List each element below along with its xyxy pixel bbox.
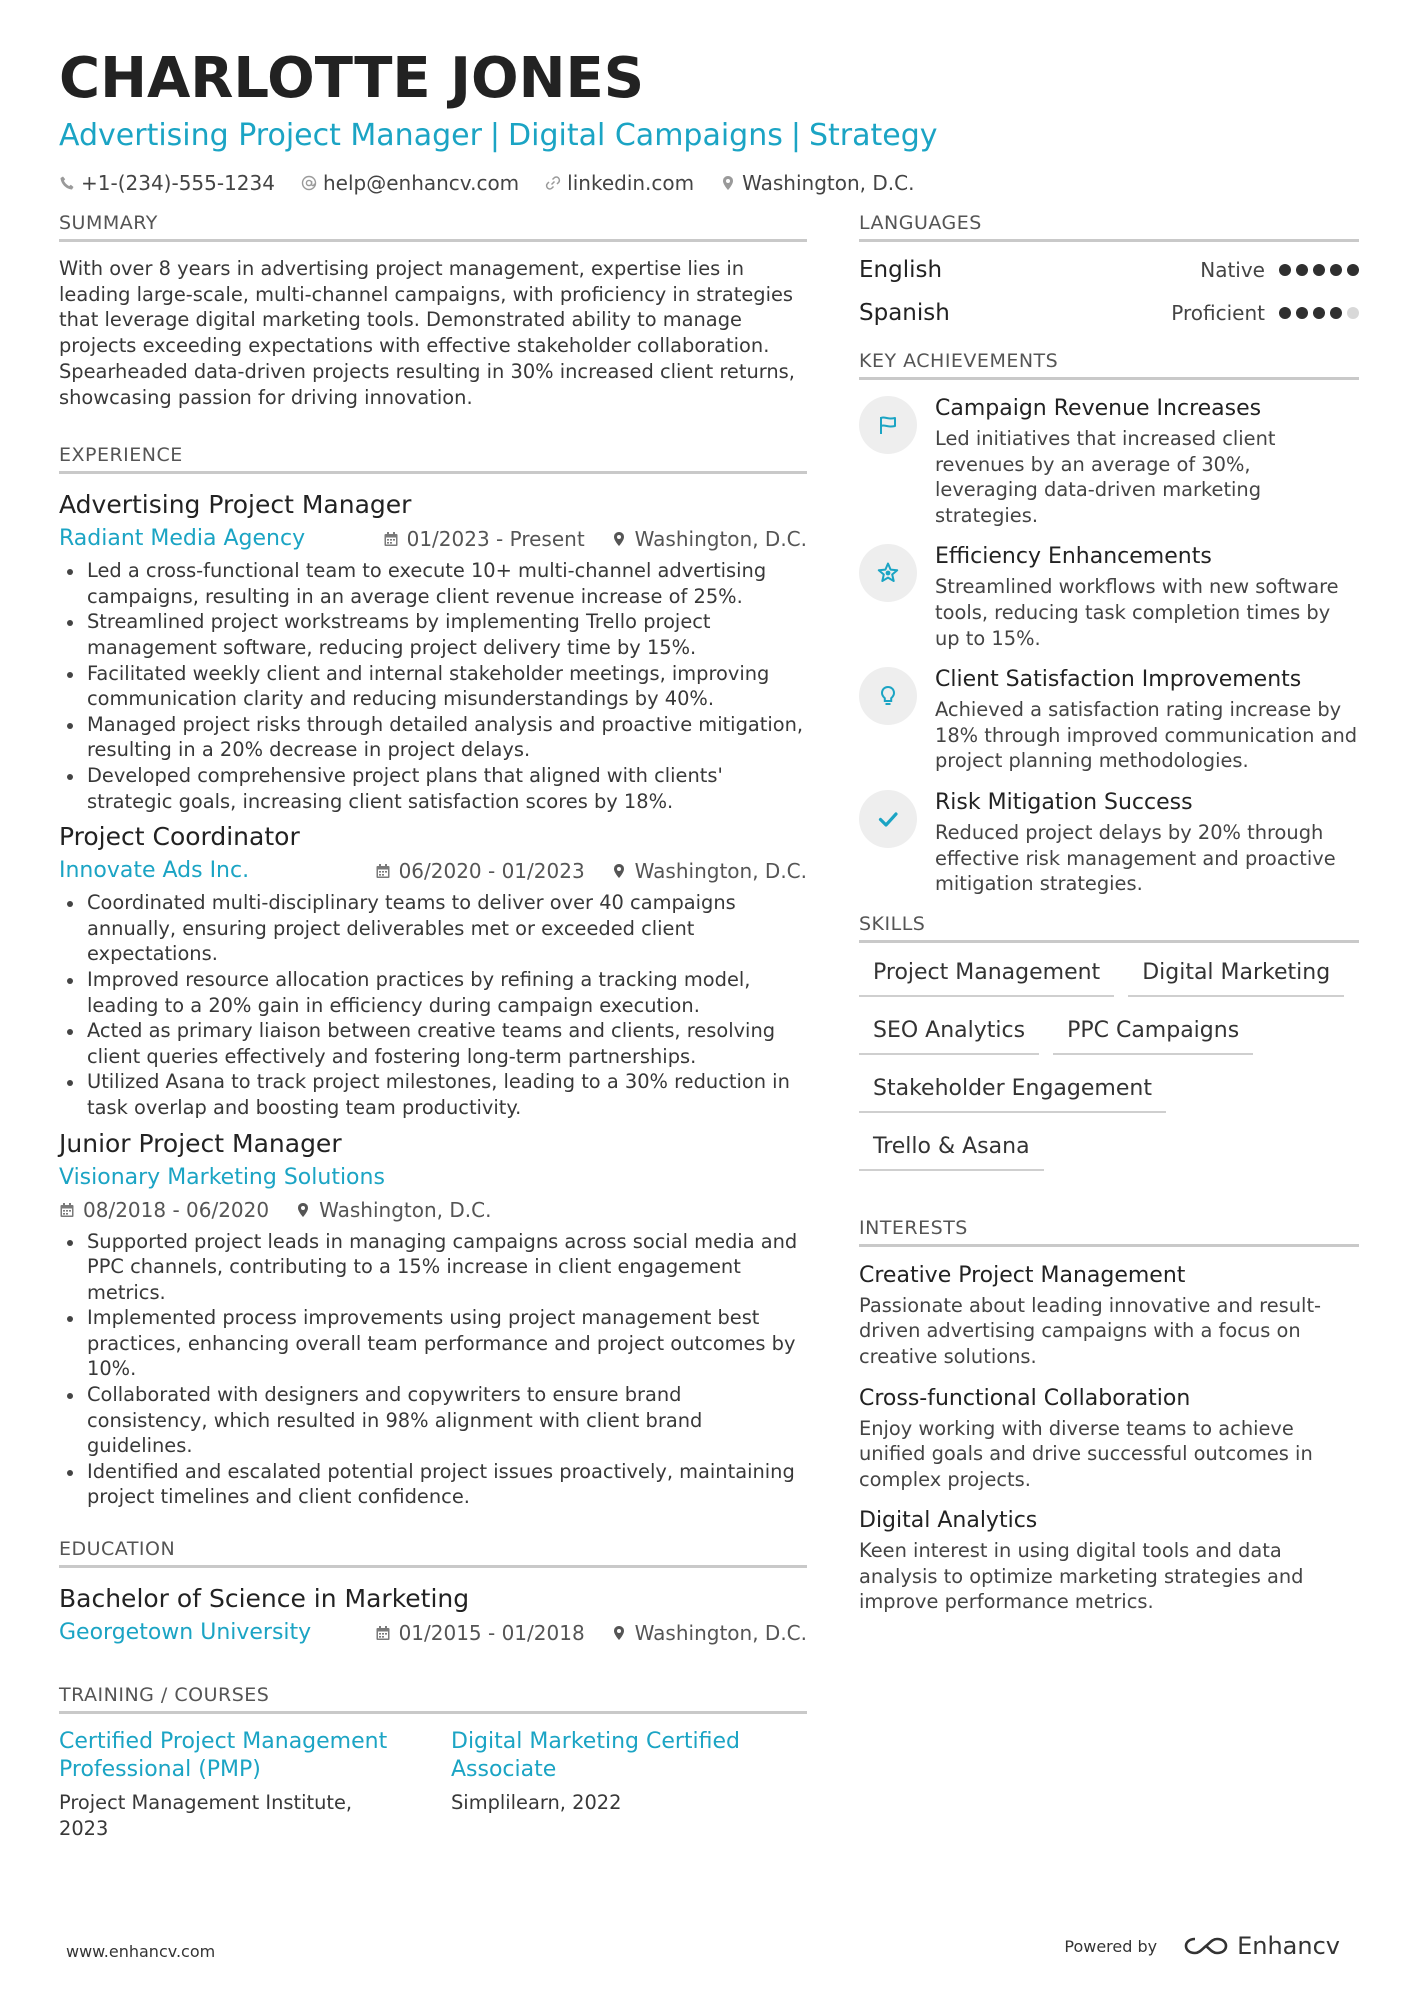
phone-text: +1-(234)-555-1234 <box>81 171 275 195</box>
job-location <box>611 524 807 554</box>
contact-linkedin[interactable] <box>545 170 694 196</box>
language-name: Spanish <box>859 299 950 326</box>
course-provider: Simplilearn, 2022 <box>451 1791 622 1815</box>
skill-tag: Trello & Asana <box>859 1131 1044 1171</box>
job-entry <box>59 820 807 1120</box>
company-name: Visionary Marketing Solutions <box>59 1164 385 1190</box>
skill-tag: Digital Marketing <box>1128 957 1344 997</box>
bullet-item: Identified and escalated potential project issues proactively, maintaining project timelines and client confidence. <box>59 1459 807 1510</box>
language-level: Proficient <box>1171 300 1265 325</box>
achievement-icon-badge <box>859 667 917 725</box>
bullet-item: Improved resource allocation practices by refining a tracking model, leading to a 20% gain in efficiency during campaign execution. <box>59 967 807 1018</box>
enhancv-logo-icon <box>1183 1934 1229 1958</box>
achievement-title: Risk Mitigation Success <box>935 789 1193 815</box>
achievement-title: Client Satisfaction Improvements <box>935 667 1302 693</box>
phone-icon <box>59 175 75 191</box>
footer-website-link[interactable]: www.enhancv.com <box>66 1942 216 1961</box>
job-meta <box>59 856 807 886</box>
rating-dot <box>1279 264 1291 276</box>
calendar-icon <box>383 531 399 547</box>
interests-heading: INTERESTS <box>859 1215 1359 1247</box>
job-dates <box>383 524 585 554</box>
languages-heading: LANGUAGES <box>859 210 1359 242</box>
job-location-text: Washington, D.C. <box>634 859 807 884</box>
achievement-desc: Streamlined workflows with new software tools, reducing task completion times by up to 15%. <box>935 575 1339 650</box>
education-dates <box>375 1618 585 1648</box>
bullet-item: Facilitated weekly client and internal stakeholder meetings, improving communication clarity and reducing misunderstandings by 40%. <box>59 661 807 712</box>
education-meta <box>59 1618 807 1648</box>
job-dates-text: 06/2020 - 01/2023 <box>398 859 585 884</box>
interest-item <box>859 1384 1359 1493</box>
language-rating <box>1279 307 1359 319</box>
headline-part: Digital Campaigns <box>508 118 783 153</box>
experience-heading: EXPERIENCE <box>59 442 807 474</box>
job-bullets <box>59 890 807 1120</box>
skill-tag: PPC Campaigns <box>1053 1015 1253 1055</box>
bullet-item: Developed comprehensive project plans that aligned with clients' strategic goals, increasing client satisfaction scores by 18%. <box>59 763 807 814</box>
job-title: Project Coordinator <box>59 822 300 852</box>
job-dates <box>375 856 585 886</box>
candidate-name: CHARLOTTE JONES <box>59 46 645 111</box>
achievements-heading: KEY ACHIEVEMENTS <box>859 348 1359 380</box>
rating-dot <box>1313 264 1325 276</box>
location-pin-icon <box>720 175 736 191</box>
lightbulb-icon <box>876 684 900 708</box>
languages-list <box>859 248 1359 334</box>
language-level: Native <box>1200 257 1265 282</box>
bullet-item: Led a cross-functional team to execute 10+ multi-channel advertising campaigns, resulting in an average client revenue increase of 25%. <box>59 558 807 609</box>
achievement-desc: Reduced project delays by 20% through effective risk management and proactive mitigation strategies. <box>935 820 1336 896</box>
job-title: Advertising Project Manager <box>59 490 412 520</box>
bullet-item: Supported project leads in managing campaigns across social media and PPC channels, contributing to a 15% increase in client engagement metrics. <box>59 1229 807 1306</box>
rating-dot <box>1347 264 1359 276</box>
rating-dot <box>1296 264 1308 276</box>
job-location-text: Washington, D.C. <box>319 1197 492 1222</box>
linkedin-text: linkedin.com <box>567 171 695 195</box>
brand-name: Enhancv <box>1237 1932 1340 1960</box>
job-meta <box>59 524 807 554</box>
achievement-icon-badge <box>859 544 917 602</box>
location-pin-icon <box>295 1202 311 1218</box>
contact-email[interactable] <box>301 170 519 196</box>
achievement-title: Campaign Revenue Increases <box>935 396 1262 421</box>
interest-item <box>859 1506 1359 1615</box>
headline-separator: | <box>790 118 801 153</box>
rating-dot <box>1296 307 1308 319</box>
powered-by-label: Powered by <box>1064 1936 1158 1956</box>
job-dates-text: 01/2023 - Present <box>406 527 585 552</box>
right-column <box>859 210 1359 1629</box>
degree-title: Bachelor of Science in Marketing <box>59 1584 470 1614</box>
achievements-list <box>859 394 1359 897</box>
job-location <box>611 856 807 886</box>
course-title: Certified Project Management Professional (PMP) <box>59 1729 388 1783</box>
company-name: Innovate Ads Inc. <box>59 858 250 884</box>
footer-branding <box>1064 1932 1340 1960</box>
job-location <box>295 1195 491 1225</box>
achievement-desc: Led initiatives that increased client revenues by an average of 30%, leveraging data-driven marketing strategies. <box>935 427 1276 527</box>
job-dates-text: 08/2018 - 06/2020 <box>83 1197 270 1222</box>
headline-separator: | <box>489 118 501 153</box>
bullet-item: Implemented process improvements using project management best practices, enhancing overall team performance and project outcomes by 10%. <box>59 1305 807 1382</box>
link-icon <box>545 175 561 191</box>
job-entry <box>59 488 807 814</box>
course-title: Digital Marketing Certified Associate <box>451 1729 741 1783</box>
job-bullets <box>59 1229 807 1511</box>
education-dates-text: 01/2015 - 01/2018 <box>398 1621 585 1646</box>
left-column <box>59 210 807 1842</box>
contact-location <box>720 170 914 196</box>
language-rating <box>1279 264 1359 276</box>
bullet-item: Acted as primary liaison between creative teams and clients, resolving client queries effectively and fostering long-term partnerships. <box>59 1018 807 1069</box>
headline-part: Advertising Project Manager <box>59 118 482 153</box>
job-meta <box>59 1195 807 1225</box>
skill-tag: Stakeholder Engagement <box>859 1073 1166 1113</box>
education-location <box>611 1618 807 1648</box>
rating-dot <box>1330 307 1342 319</box>
company-name: Radiant Media Agency <box>59 526 306 552</box>
interest-desc: Passionate about leading innovative and result-driven advertising campaigns with a focus on creative solutions. <box>859 1293 1322 1368</box>
interest-title: Cross-functional Collaboration <box>859 1385 1191 1411</box>
location-pin-icon <box>611 863 627 879</box>
achievement-item <box>859 542 1359 651</box>
education-entry <box>59 1582 807 1648</box>
job-bullets <box>59 558 807 814</box>
language-name: English <box>859 256 943 283</box>
rating-dot <box>1313 307 1325 319</box>
skills-heading: SKILLS <box>859 911 1359 943</box>
achievement-item <box>859 394 1359 528</box>
job-entry <box>59 1127 807 1511</box>
job-title: Junior Project Manager <box>59 1128 342 1158</box>
education-location-text: Washington, D.C. <box>634 1621 807 1646</box>
rating-dot <box>1279 307 1291 319</box>
resume-header <box>59 44 1359 196</box>
job-dates <box>59 1195 269 1225</box>
interests-list <box>859 1261 1359 1615</box>
location-pin-icon <box>611 531 627 547</box>
skill-tag: Project Management <box>859 957 1114 997</box>
education-heading: EDUCATION <box>59 1536 807 1568</box>
achievement-title: Efficiency Enhancements <box>935 544 1212 570</box>
achievement-icon-badge <box>859 790 917 848</box>
bullet-item: Utilized Asana to track project milestones, leading to a 30% reduction in task overlap and boosting team productivity. <box>59 1069 807 1120</box>
summary-text: With over 8 years in advertising project management, expertise lies in leading large-scale, multi-channel campaigns, with proficiency in strategies that leverage digital marketing tools. Demonstrated ability to manage projects exceeding expectations with effective stakeholder collaboration. Spearheaded data-driven projects resulting in 30% increased client returns, showcasing passion for driving innovation. <box>59 257 795 409</box>
interest-title: Digital Analytics <box>859 1508 1038 1534</box>
language-row <box>859 291 1359 334</box>
training-heading: TRAINING / COURSES <box>59 1682 807 1714</box>
skill-tag: SEO Analytics <box>859 1015 1039 1055</box>
language-row <box>859 248 1359 291</box>
achievement-item <box>859 665 1359 774</box>
calendar-icon <box>375 1625 391 1641</box>
interest-desc: Enjoy working with diverse teams to achieve unified goals and drive successful outcomes in complex projects. <box>859 1416 1313 1491</box>
job-location-text: Washington, D.C. <box>634 527 807 552</box>
achievement-item <box>859 788 1359 897</box>
checkmark-icon <box>876 807 900 831</box>
achievement-desc: Achieved a satisfaction rating increase by 18% through improved communication and project planning methodologies. <box>935 698 1358 773</box>
email-text: help@enhancv.com <box>322 171 520 195</box>
at-icon <box>301 175 317 191</box>
calendar-icon <box>375 863 391 879</box>
star-icon <box>876 561 900 585</box>
rating-dot <box>1347 307 1359 319</box>
location-text: Washington, D.C. <box>742 171 915 195</box>
bullet-item: Collaborated with designers and copywriters to ensure brand consistency, which resulted in 98% alignment with client brand guidelines. <box>59 1382 807 1459</box>
brand-logo[interactable] <box>1183 1932 1340 1960</box>
contact-phone[interactable] <box>59 170 275 196</box>
course-entry <box>451 1728 787 1842</box>
rating-dot <box>1330 264 1342 276</box>
course-provider: Project Management Institute, 2023 <box>59 1791 353 1841</box>
calendar-icon <box>59 1202 75 1218</box>
achievement-icon-badge <box>859 396 917 454</box>
bullet-item: Managed project risks through detailed analysis and proactive mitigation, resulting in a 20% decrease in project delays. <box>59 712 807 763</box>
interest-desc: Keen interest in using digital tools and data analysis to optimize marketing strategies and improve performance metrics. <box>859 1539 1304 1614</box>
bullet-item: Coordinated multi-disciplinary teams to deliver over 40 campaigns annually, ensuring project deliverables met or exceeded client expectations. <box>59 890 807 967</box>
headline-part: Strategy <box>808 118 938 153</box>
interest-title: Creative Project Management <box>859 1262 1186 1288</box>
interest-item <box>859 1261 1359 1370</box>
contact-bar <box>59 170 1359 196</box>
location-pin-icon <box>611 1625 627 1641</box>
training-list <box>59 1728 807 1842</box>
course-entry <box>59 1728 395 1842</box>
summary-heading: SUMMARY <box>59 210 807 242</box>
headline <box>59 116 1359 156</box>
skills-list <box>859 957 1359 1171</box>
flag-icon <box>876 413 900 437</box>
bullet-item: Streamlined project workstreams by implementing Trello project management software, reducing project delivery time by 15%. <box>59 609 807 660</box>
school-name: Georgetown University <box>59 1620 312 1646</box>
